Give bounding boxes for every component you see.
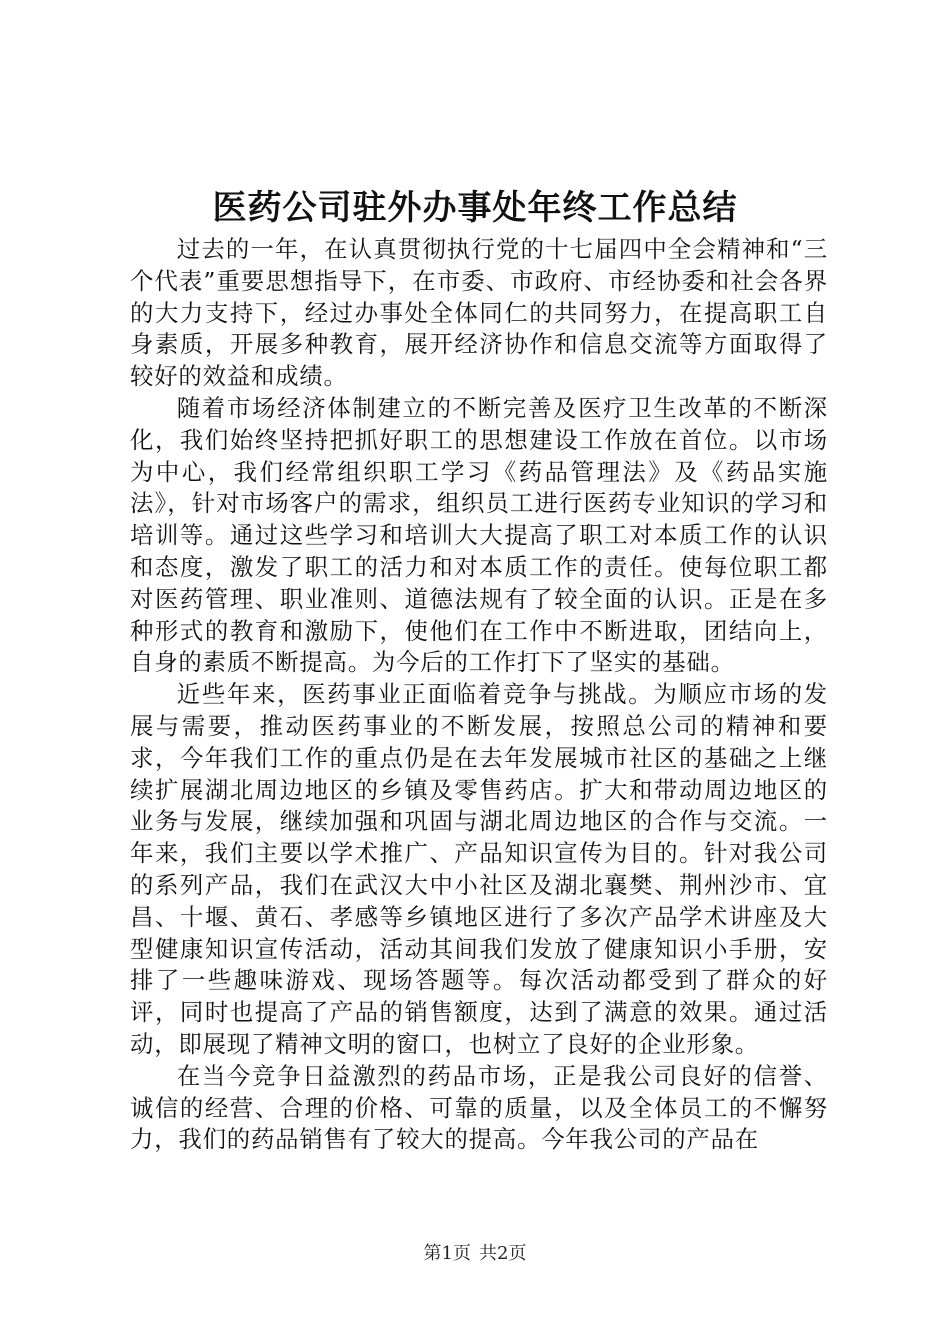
paragraph-3: 近些年来，医药事业正面临着竞争与挑战。为顺应市场的发展与需要，推动医药事业的不断发展，按照总公司的精神和要求，今年我们工作的重点仍是在去年发展城市社区的基础之上继续扩展湖北周边地区的乡镇及零售药店。扩大和带动周边地区的业务与发展，继续加强和巩固与湖北周边地区的合作与交流。一年来，我们主要以学术推广、产品知识宣传为目的。针对我公司的系列产品，我们在武汉大中小社区及湖北襄樊、荆州沙市、宜昌、十堰、黄石、孝感等乡镇地区进行了多次产品学术讲座及大型健康知识宣传活动，活动其间我们发放了健康知识小手册，安排了一些趣味游戏、现场答题等。每次活动都受到了群众的好评，同时也提高了产品的销售额度，达到了满意的效果。通过活动，即展现了精神文明的窗口，也树立了良好的企业形象。 xyxy=(130,680,828,1058)
paragraph-2: 随着市场经济体制建立的不断完善及医疗卫生改革的不断深化，我们始终坚持把抓好职工的思想建设工作放在首位。以市场为中心，我们经常组织职工学习《药品管理法》及《药品实施法》，针对市场客户的需求，组织员工进行医药专业知识的学习和培训等。通过这些学习和培训大大提高了职工对本质工作的认识和态度，激发了职工的活力和对本质工作的责任。使每位职工都对医药管理、职业准则、道德法规有了较全面的认识。正是在多种形式的教育和激励下，使他们在工作中不断进取，团结向上，自身的素质不断提高。为今后的工作打下了坚实的基础。 xyxy=(130,393,828,677)
page-footer xyxy=(0,1242,950,1266)
page-total: 共2页 xyxy=(479,1243,527,1264)
page-number: 第1页 xyxy=(423,1243,471,1264)
paragraph-1: 过去的一年，在认真贯彻执行党的十七届四中全会精神和“三个代表”重要思想指导下，在市委、市政府、市经协委和社会各界的大力支持下，经过办事处全体同仁的共同努力，在提高职工自身素质，开展多种教育，展开经济协作和信息交流等方面取得了较好的效益和成绩。 xyxy=(130,235,828,391)
document-body xyxy=(130,234,828,1156)
document-title: 医药公司驻外办事处年终工作总结 xyxy=(212,188,738,228)
paragraph-4: 在当今竞争日益激烈的药品市场，正是我公司良好的信誉、诚信的经营、合理的价格、可靠的质量，以及全体员工的不懈努力，我们的药品销售有了较大的提高。今年我公司的产品在 xyxy=(130,1061,828,1154)
